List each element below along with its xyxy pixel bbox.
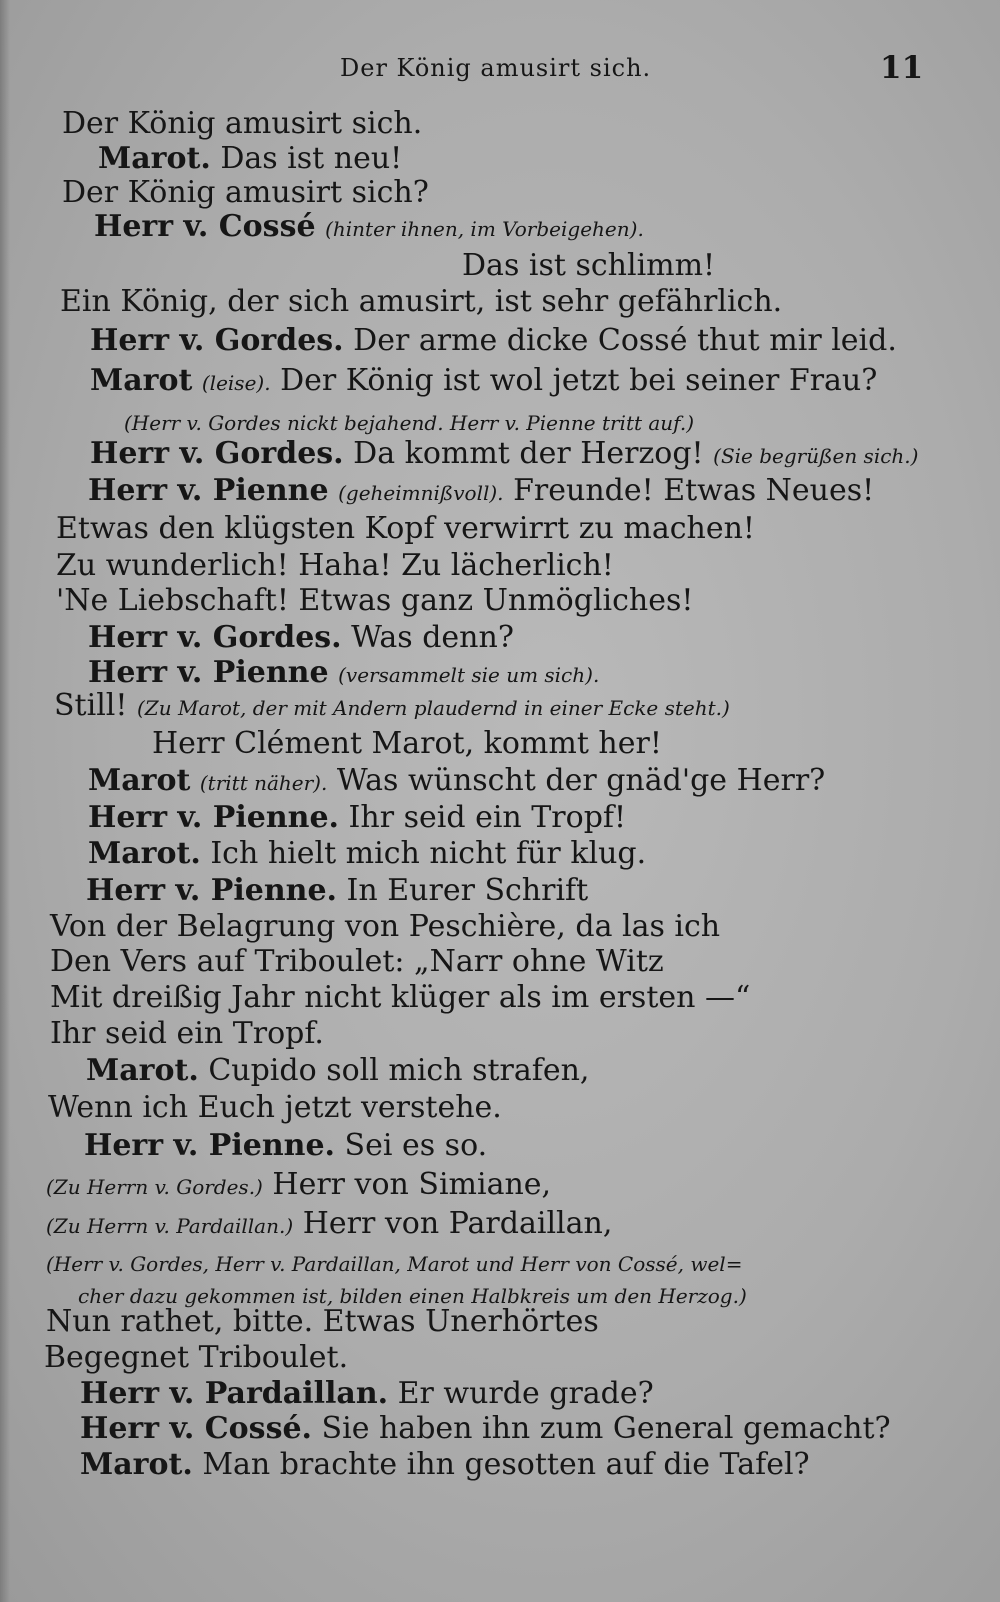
text-line <box>124 406 694 440</box>
speaker-name: Herr v. Cossé. <box>80 1411 312 1446</box>
text-line <box>88 474 874 508</box>
text-line <box>152 727 662 761</box>
text-line <box>54 689 730 723</box>
verse-text: Mit dreißig Jahr nicht klüger als im ersten —“ <box>50 980 751 1015</box>
text-line <box>80 1448 810 1482</box>
text-line <box>46 1305 599 1339</box>
verse-text: Das ist schlimm! <box>462 248 716 283</box>
text-line <box>62 107 422 141</box>
speaker-name: Herr v. Gordes. <box>90 436 344 471</box>
text-line <box>46 1207 612 1241</box>
text-line <box>88 764 825 798</box>
verse-text: Herr von Pardaillan, <box>302 1206 613 1241</box>
verse-text: Was denn? <box>351 620 514 655</box>
text-line <box>88 656 599 690</box>
verse-text: Der arme dicke Cossé thut mir leid. <box>353 323 897 358</box>
stage-direction: (tritt näher). <box>199 771 328 795</box>
verse-text: Sei es so. <box>344 1128 488 1163</box>
text-line <box>46 1247 742 1281</box>
stage-direction: (Zu Herrn v. Gordes.) <box>46 1175 263 1199</box>
running-title: Der König amusirt sich. <box>340 54 652 82</box>
verse-text: Ich hielt mich nicht für klug. <box>210 836 647 871</box>
verse-text: 'Ne Liebschaft! Etwas ganz Unmögliches! <box>56 583 694 618</box>
speaker-name: Marot. <box>86 1053 199 1088</box>
verse-text: Cupido soll mich strafen, <box>208 1053 590 1088</box>
text-line <box>48 1091 502 1125</box>
text-line <box>94 210 644 244</box>
verse-text: Er wurde grade? <box>397 1376 654 1411</box>
page-number: 11 <box>880 50 924 86</box>
text-line <box>56 584 693 618</box>
verse-text: Was wünscht der gnäd'ge Herr? <box>336 763 826 798</box>
text-line <box>56 512 755 546</box>
verse-text: Wenn ich Euch jetzt verstehe. <box>48 1090 502 1125</box>
stage-direction: (hinter ihnen, im Vorbeigehen). <box>325 217 644 241</box>
speaker-name: Herr v. Cossé <box>94 209 316 244</box>
stage-direction: (Herr v. Gordes nickt bejahend. Herr v. Pienne tritt auf.) <box>124 411 695 435</box>
text-line <box>90 437 918 471</box>
text-line <box>80 1412 891 1446</box>
speaker-name: Marot. <box>98 141 211 176</box>
stage-direction: (geheimnißvoll). <box>338 481 504 505</box>
text-line <box>88 621 514 655</box>
text-line <box>88 801 626 835</box>
speaker-name: Herr v. Pienne. <box>84 1128 335 1163</box>
speaker-name: Marot <box>90 363 193 398</box>
verse-text: Das ist neu! <box>220 141 403 176</box>
speaker-name: Marot. <box>80 1447 193 1482</box>
verse-text: Man brachte ihn gesotten auf die Tafel? <box>202 1447 810 1482</box>
verse-text: Ein König, der sich amusirt, ist sehr gefährlich. <box>60 284 783 319</box>
text-line <box>56 549 614 583</box>
verse-text: Ihr seid ein Tropf. <box>50 1016 324 1051</box>
text-line <box>90 364 877 398</box>
verse-text: In Eurer Schrift <box>346 873 589 908</box>
stage-direction-after: (Sie begrüßen sich.) <box>713 444 919 468</box>
text-line <box>60 285 782 319</box>
text-line <box>90 324 897 358</box>
verse-text: Der König amusirt sich. <box>62 106 423 141</box>
verse-text: Freunde! Etwas Neues! <box>513 473 875 508</box>
stage-direction: (versammelt sie um sich). <box>338 663 600 687</box>
verse-text: Da kommt der Herzog! <box>353 436 704 471</box>
speaker-name: Herr v. Pardaillan. <box>80 1376 389 1411</box>
verse-text: Der König ist wol jetzt bei seiner Frau? <box>280 363 878 398</box>
verse-text: Sie haben ihn zum General gemacht? <box>321 1411 891 1446</box>
verse-text: Den Vers auf Triboulet: „Narr ohne Witz <box>50 944 664 979</box>
speaker-name: Herr v. Pienne. <box>88 800 339 835</box>
text-line <box>44 1341 348 1375</box>
verse-text: Herr Clément Marot, kommt her! <box>152 726 662 761</box>
speaker-name: Herr v. Pienne <box>88 473 329 508</box>
text-line <box>50 1017 324 1051</box>
text-line <box>462 249 715 283</box>
text-line <box>50 981 750 1015</box>
text-line <box>86 874 588 908</box>
stage-direction: (Herr v. Gordes, Herr v. Pardaillan, Marot und Herr von Cossé, wel= <box>46 1252 743 1276</box>
speaker-name: Herr v. Gordes. <box>88 620 342 655</box>
text-line <box>86 1054 589 1088</box>
text-line <box>46 1168 551 1202</box>
verse-text: Der König amusirt sich? <box>62 175 429 210</box>
verse-text: Nun rathet, bitte. Etwas Unerhörtes <box>46 1304 599 1339</box>
text-line <box>50 910 720 944</box>
speaker-name: Herr v. Pienne. <box>86 873 337 908</box>
text-line <box>88 837 646 871</box>
speaker-name: Marot <box>88 763 191 798</box>
text-line <box>80 1377 654 1411</box>
stage-direction: cher dazu gekommen ist, bilden einen Halbkreis um den Herzog.) <box>78 1284 747 1308</box>
text-line <box>84 1129 487 1163</box>
verse-text: Ihr seid ein Tropf! <box>348 800 627 835</box>
text-line <box>98 142 402 176</box>
verse-text: Zu wunderlich! Haha! Zu lächerlich! <box>56 548 614 583</box>
speaker-name: Herr v. Pienne <box>88 655 329 690</box>
stage-direction: (leise). <box>201 371 271 395</box>
stage-direction: (Zu Herrn v. Pardaillan.) <box>46 1214 294 1238</box>
text-line <box>62 176 429 210</box>
verse-text: Still! <box>54 688 128 723</box>
verse-text: Von der Belagrung von Peschière, da las ich <box>50 909 721 944</box>
verse-text: Herr von Simiane, <box>272 1167 552 1202</box>
stage-direction-after: (Zu Marot, der mit Andern plaudernd in einer Ecke steht.) <box>137 696 730 720</box>
speaker-name: Marot. <box>88 836 201 871</box>
text-line <box>50 945 664 979</box>
verse-text: Etwas den klügsten Kopf verwirrt zu machen! <box>56 511 755 546</box>
verse-text: Begegnet Triboulet. <box>44 1340 349 1375</box>
speaker-name: Herr v. Gordes. <box>90 323 344 358</box>
